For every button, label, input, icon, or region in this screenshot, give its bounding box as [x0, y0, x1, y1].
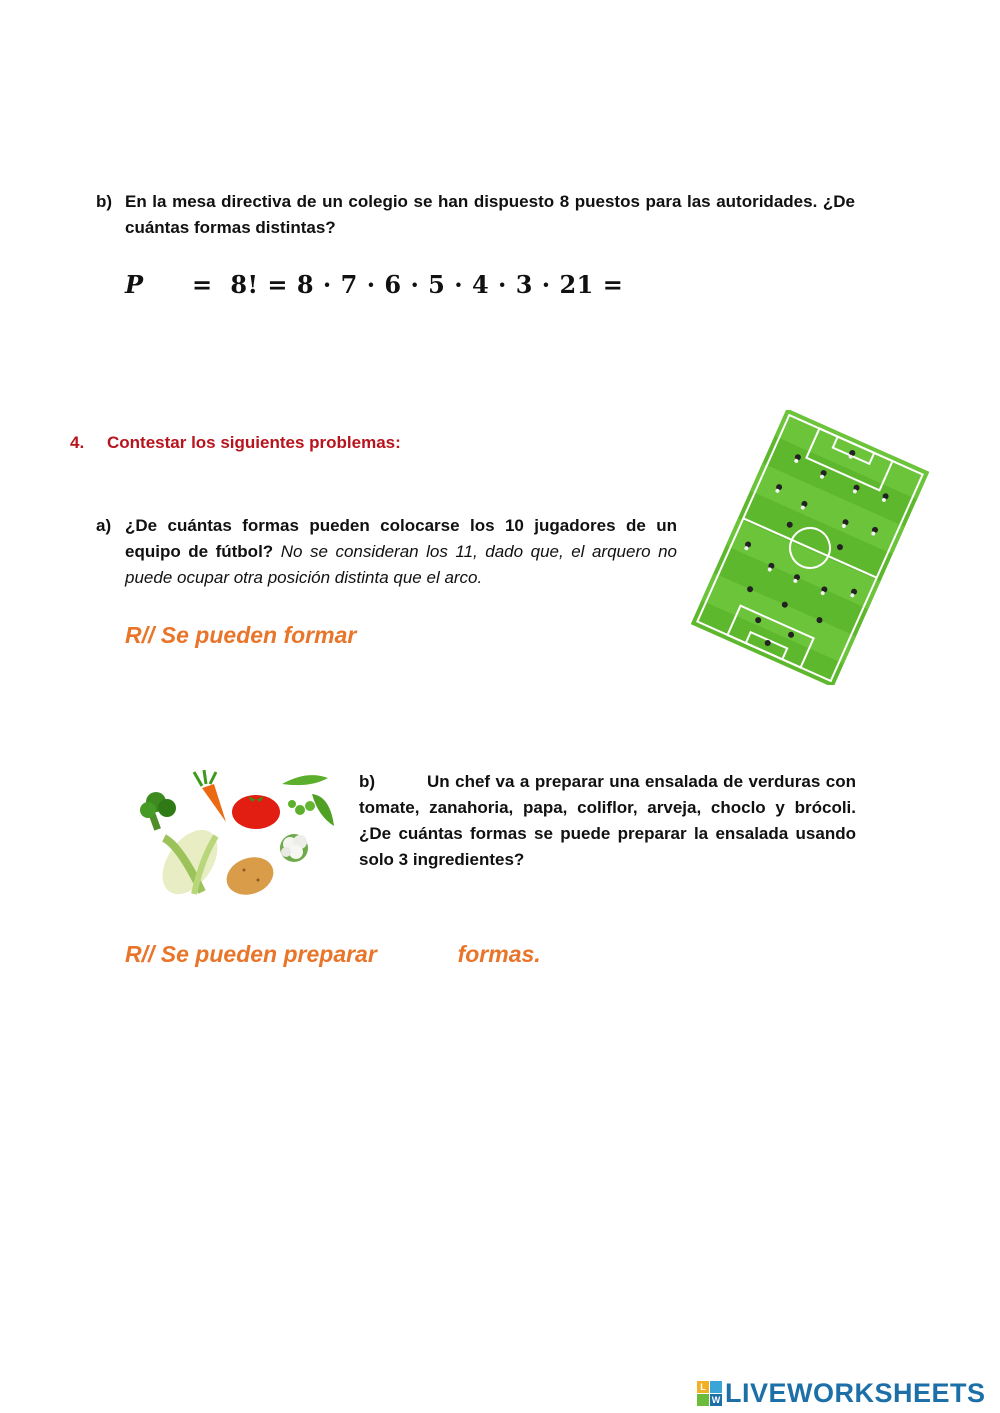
question-b-salad-label: b) [359, 772, 376, 791]
formula-body: = 8! = 8 · 7 · 6 · 5 · 4 · 3 · 21 = [192, 270, 624, 299]
logo-letter-w: W [711, 1395, 721, 1405]
section-number: 4. [70, 433, 85, 452]
question-a-note: No se consideran los 11, dado que, el arquero no puede ocupar otra posición distinta que el arco. [125, 542, 677, 587]
broccoli-icon [140, 792, 176, 831]
logo-mark-icon [697, 1381, 722, 1406]
formula-p: P [125, 270, 144, 299]
question-b-salad-text [359, 769, 856, 873]
question-b-text: En la mesa directiva de un colegio se han dispuesto 8 puestos para las autoridades. ¿De cuántas formas distintas? [125, 192, 855, 237]
answer-a: R// Se pueden formar [125, 622, 357, 648]
question-a-text [125, 513, 677, 591]
football-field-image [690, 410, 930, 685]
answer-b-prefix: R// Se pueden preparar [125, 941, 377, 967]
brand-name: LIVEWORKSHEETS [725, 1378, 986, 1408]
tomato-icon [232, 795, 280, 829]
logo-letter-l: L [697, 1381, 709, 1393]
question-a-bold: ¿De cuántas formas pueden colocarse los 10 jugadores de un equipo de fútbol? [125, 516, 677, 561]
liveworksheets-logo [697, 1378, 986, 1409]
answer-b [125, 941, 541, 968]
question-a-label: a) [96, 516, 112, 535]
answer-b-suffix: formas. [457, 941, 541, 967]
carrot-icon [194, 770, 226, 822]
formula-symbol [125, 270, 144, 299]
cauliflower-icon [280, 834, 308, 862]
potato-icon [221, 851, 278, 901]
corn-icon [151, 820, 228, 904]
question-b-salad-body: Un chef va a preparar una ensalada de verduras con tomate, zanahoria, papa, coliflor, arveja, choclo y brócoli. ¿De cuántas formas se puede preparar la ensalada usando solo 3 ingredientes? [359, 772, 856, 869]
section-title: Contestar los siguientes problemas: [107, 433, 401, 452]
vegetables-image [132, 766, 342, 906]
question-b-label: b) [96, 192, 113, 211]
peas-icon [282, 775, 334, 826]
